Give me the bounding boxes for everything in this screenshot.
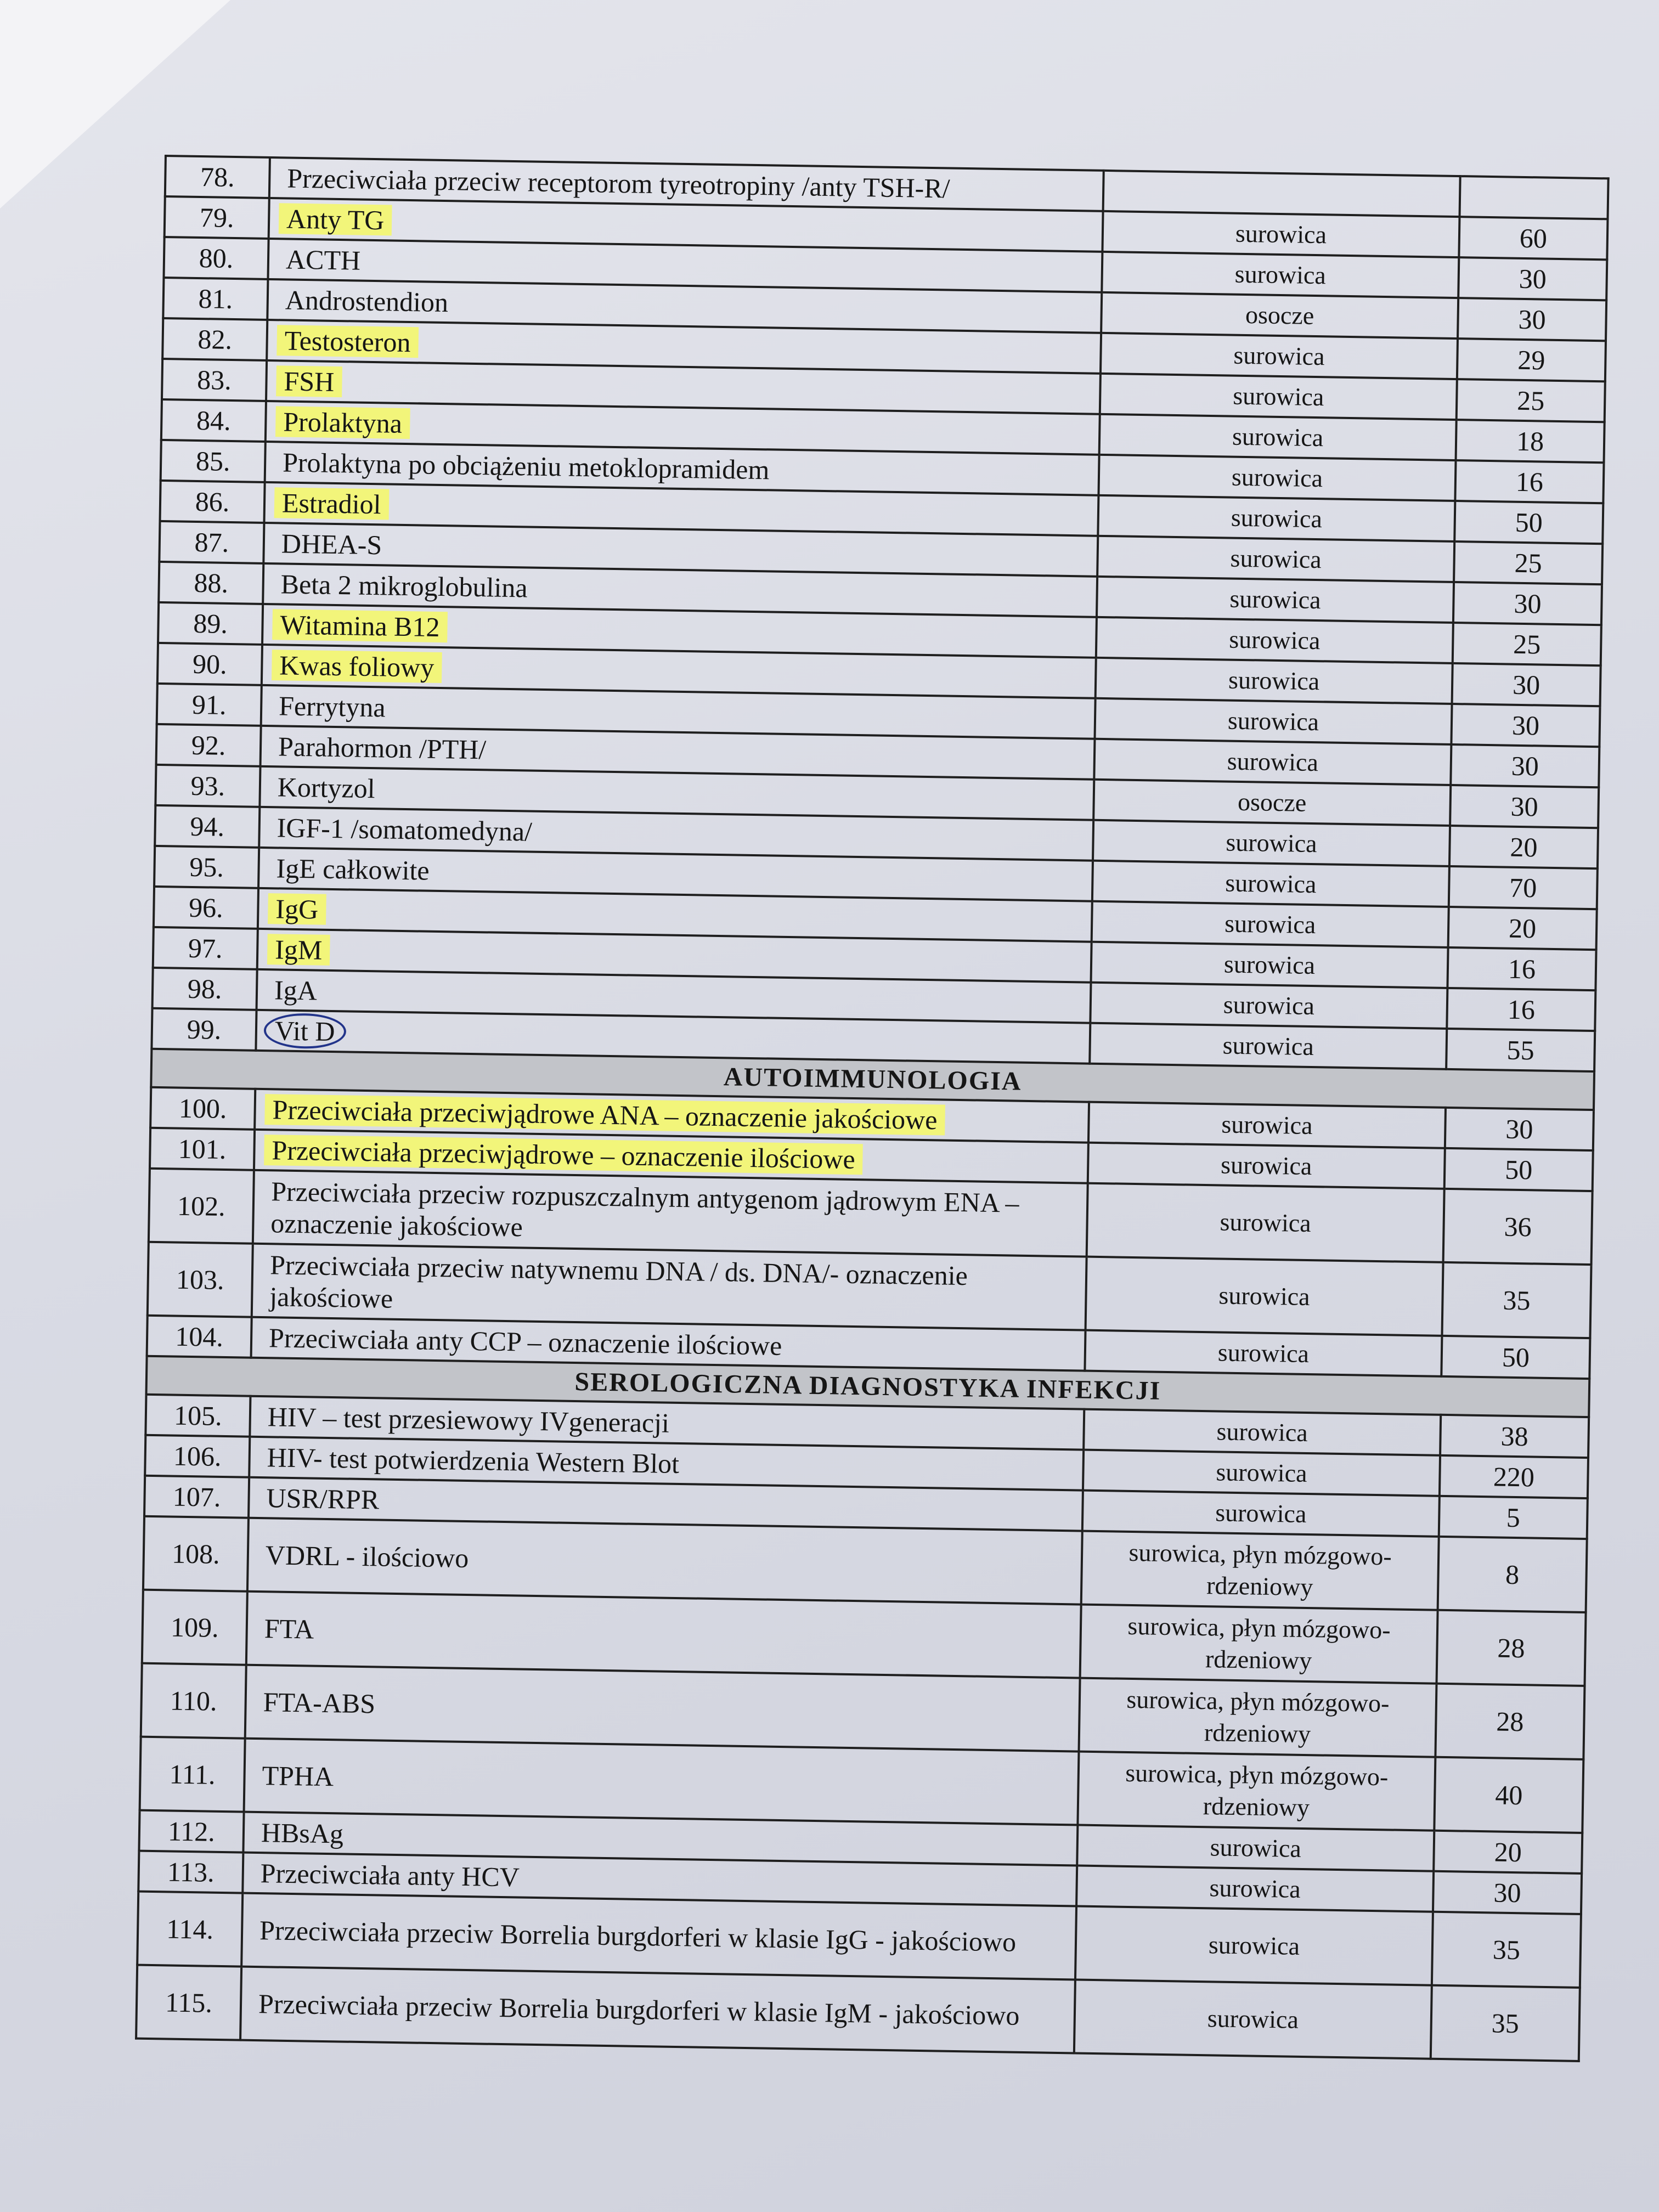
test-name: Androstendion — [285, 284, 449, 318]
sample-material: surowica — [1100, 374, 1457, 420]
row-number: 102. — [149, 1169, 254, 1244]
highlighted-test-name: Witamina B12 — [272, 609, 448, 642]
price: 20 — [1449, 826, 1598, 868]
sample-material: surowica — [1090, 983, 1447, 1029]
sample-material: surowica — [1094, 739, 1451, 785]
highlighted-test-name: Anty TG — [279, 203, 392, 235]
circled-test-name: Vit D — [263, 1013, 346, 1049]
row-number: 90. — [157, 643, 262, 685]
row-number: 95. — [154, 846, 259, 888]
sample-material: surowica — [1102, 211, 1459, 257]
sample-material: surowica — [1085, 1330, 1442, 1376]
price: 29 — [1457, 338, 1606, 381]
price: 30 — [1458, 298, 1606, 341]
price: 8 — [1438, 1537, 1587, 1612]
row-number: 106. — [145, 1435, 250, 1477]
test-name: HIV- test potwierdzenia Western Blot — [267, 1442, 680, 1480]
price: 35 — [1432, 1912, 1581, 1988]
test-name: Prolaktyna po obciążeniu metoklopramidem — [282, 447, 770, 486]
price: 30 — [1450, 785, 1599, 828]
sample-material: surowica — [1082, 1491, 1440, 1537]
row-number: 81. — [163, 278, 268, 320]
row-number: 115. — [136, 1965, 241, 2040]
row-number: 108. — [143, 1516, 249, 1592]
row-number: 78. — [165, 156, 270, 198]
sample-material: surowica — [1093, 820, 1450, 866]
price: 55 — [1446, 1029, 1595, 1071]
sample-material: surowica — [1099, 414, 1457, 460]
row-number: 80. — [163, 237, 268, 279]
test-name: Przeciwciała anty CCP – oznaczenie ilościowe — [268, 1322, 782, 1361]
sample-material: surowica, płyn mózgowo-rdzeniowy — [1079, 1678, 1436, 1757]
highlighted-test-name: Prolaktyna — [275, 406, 410, 439]
row-number: 96. — [154, 887, 258, 929]
row-number: 86. — [160, 481, 265, 523]
row-number: 109. — [142, 1590, 247, 1665]
highlighted-test-name: IgM — [267, 934, 330, 966]
test-name-cell — [244, 1739, 1079, 1825]
row-number: 103. — [148, 1242, 253, 1317]
row-number: 94. — [155, 805, 259, 848]
row-number: 107. — [144, 1476, 249, 1518]
test-name-cell — [253, 1170, 1088, 1257]
price: 16 — [1447, 947, 1596, 990]
sample-material: surowica — [1098, 495, 1455, 541]
test-name-cell — [246, 1592, 1081, 1678]
lab-test-price-table — [135, 155, 1610, 2062]
row-number: 110. — [141, 1663, 246, 1739]
row-number: 88. — [159, 562, 263, 604]
sample-material: surowica — [1083, 1450, 1440, 1496]
section-heading: AUTOIMMUNOLOGIA — [151, 1049, 1594, 1110]
highlighted-test-name: Przeciwciała przeciwjądrowe ANA – oznaczenie jakościowe — [264, 1094, 945, 1135]
sample-material: surowica, płyn mózgowo-rdzeniowy — [1080, 1605, 1438, 1684]
price: 60 — [1459, 217, 1607, 259]
sample-material: surowica — [1098, 455, 1455, 501]
row-number: 97. — [153, 927, 258, 969]
sample-material: surowica — [1092, 861, 1449, 907]
sample-material: surowica, płyn mózgowo-rdzeniowy — [1081, 1531, 1439, 1610]
test-name: VDRL - ilościowo — [265, 1539, 469, 1574]
sample-material: surowica — [1084, 1409, 1441, 1455]
row-number: 93. — [155, 765, 260, 807]
price: 28 — [1435, 1684, 1584, 1759]
price: 36 — [1443, 1189, 1593, 1265]
test-name: Beta 2 mikroglobulina — [280, 568, 528, 603]
sample-material: surowica — [1088, 1102, 1446, 1148]
price: 30 — [1452, 663, 1601, 706]
sample-material — [1103, 171, 1460, 217]
sample-material: surowica — [1097, 536, 1454, 582]
table-body — [136, 156, 1609, 2061]
sample-material: surowica — [1088, 1143, 1445, 1189]
row-number: 98. — [153, 968, 257, 1010]
row-number: 87. — [159, 521, 264, 563]
sample-material: surowica, płyn mózgowo-rdzeniowy — [1077, 1752, 1435, 1831]
row-number: 83. — [162, 359, 267, 401]
row-number: 89. — [158, 602, 263, 645]
price: 35 — [1431, 1985, 1580, 2061]
row-number: 79. — [165, 196, 269, 239]
price: 38 — [1440, 1415, 1589, 1458]
sample-material: surowica — [1096, 658, 1453, 704]
sample-material: surowica — [1090, 1023, 1447, 1069]
test-name: Przeciwciała przeciw Borrelia burgdorferi w klasie IgG - jakościowo — [259, 1915, 1017, 1957]
highlighted-test-name: IgG — [268, 893, 326, 925]
row-number: 101. — [150, 1128, 255, 1170]
price: 35 — [1442, 1262, 1591, 1338]
price: 30 — [1451, 704, 1600, 747]
test-name: ACTH — [285, 244, 361, 276]
price: 28 — [1437, 1610, 1586, 1686]
highlighted-test-name: FSH — [276, 365, 342, 397]
test-name: DHEA-S — [281, 528, 382, 561]
sample-material: surowica — [1077, 1825, 1434, 1871]
test-name-cell — [241, 1893, 1076, 1980]
sample-material: surowica — [1094, 698, 1452, 744]
row-number: 111. — [140, 1737, 245, 1812]
sample-material: surowica — [1075, 1906, 1433, 1985]
test-name: TPHA — [262, 1760, 334, 1792]
test-name: USR/RPR — [266, 1482, 380, 1515]
price: 30 — [1445, 1108, 1594, 1150]
test-name: Przeciwciała przeciw receptorom tyreotropiny /anty TSH-R/ — [286, 162, 951, 204]
row-number: 99. — [151, 1008, 256, 1051]
price: 25 — [1454, 541, 1602, 584]
highlighted-test-name: Estradiol — [274, 487, 389, 520]
row-number: 104. — [147, 1316, 252, 1358]
test-name: Ferrytyna — [278, 690, 386, 723]
row-number: 112. — [139, 1810, 244, 1853]
sample-material: osocze — [1101, 292, 1458, 338]
row-number: 114. — [137, 1892, 242, 1967]
row-number: 85. — [161, 440, 266, 482]
test-name: IgE całkowite — [276, 853, 430, 886]
price: 50 — [1444, 1148, 1593, 1191]
sample-material: surowica — [1076, 1866, 1434, 1912]
highlighted-test-name: Przeciwciała przeciwjądrowe – oznaczenie ilościowe — [264, 1135, 863, 1175]
sample-material: osocze — [1093, 780, 1451, 826]
price: 16 — [1455, 460, 1604, 503]
sample-material: surowica — [1074, 1979, 1432, 2058]
price: 5 — [1439, 1496, 1588, 1539]
test-name-cell — [247, 1518, 1082, 1605]
test-name: IGF-1 /somatomedyna/ — [276, 812, 533, 847]
price — [1460, 176, 1609, 219]
price: 50 — [1454, 501, 1603, 544]
row-number: 84. — [161, 399, 266, 442]
sample-material: surowica — [1087, 1183, 1444, 1262]
price: 30 — [1433, 1871, 1582, 1914]
sample-material: surowica — [1092, 901, 1449, 947]
test-name: IgA — [274, 974, 318, 1006]
price: 70 — [1449, 866, 1598, 909]
row-number: 91. — [157, 684, 262, 726]
test-name: FTA-ABS — [263, 1686, 376, 1719]
test-name-cell — [245, 1665, 1080, 1752]
sample-material: surowica — [1091, 942, 1448, 988]
test-name: Przeciwciała przeciw rozpuszczalnym antygenom jądrowym ENA –oznaczenie jakościowe — [270, 1176, 1020, 1243]
test-name: Przeciwciała przeciw natywnemu DNA / ds. DNA/- oznaczenie jakościowe — [269, 1249, 968, 1314]
price: 40 — [1434, 1757, 1583, 1833]
test-name: Kortyzol — [277, 771, 376, 804]
sample-material: surowica — [1101, 333, 1458, 379]
test-name: HIV – test przesiewowy IVgeneracji — [267, 1401, 670, 1438]
test-name: Przeciwciała przeciw Borrelia burgdorferi w klasie IgM - jakościowo — [258, 1988, 1020, 2031]
price: 20 — [1448, 907, 1597, 950]
test-name: FTA — [264, 1613, 314, 1645]
sample-material: surowica — [1096, 617, 1453, 663]
price: 25 — [1457, 379, 1605, 422]
test-name: HBsAg — [261, 1817, 344, 1849]
price-list-sheet — [135, 155, 1607, 2062]
price: 18 — [1456, 420, 1605, 462]
section-heading: SEROLOGICZNA DIAGNOSTYKA INFEKCJI — [146, 1356, 1590, 1417]
sample-material: surowica — [1102, 252, 1459, 298]
price: 30 — [1451, 744, 1599, 787]
test-name: Przeciwciała anty HCV — [260, 1858, 520, 1893]
test-name-cell — [240, 1967, 1075, 2053]
price: 30 — [1453, 582, 1602, 625]
sample-material: surowica — [1097, 577, 1454, 623]
sample-material: surowica — [1086, 1257, 1443, 1336]
test-name: Parahormon /PTH/ — [278, 731, 487, 765]
highlighted-test-name: Kwas foliowy — [272, 650, 442, 683]
price: 25 — [1453, 623, 1601, 665]
price: 30 — [1458, 257, 1607, 300]
row-number: 113. — [138, 1851, 243, 1893]
price: 20 — [1434, 1831, 1582, 1874]
test-name-cell — [252, 1244, 1087, 1330]
row-number: 100. — [150, 1087, 255, 1130]
highlighted-test-name: Testosteron — [276, 325, 419, 358]
row-number: 82. — [162, 318, 267, 360]
row-number: 92. — [156, 724, 261, 766]
price: 16 — [1447, 988, 1595, 1031]
price: 50 — [1441, 1336, 1590, 1379]
price: 220 — [1440, 1455, 1588, 1498]
row-number: 105. — [145, 1395, 250, 1437]
